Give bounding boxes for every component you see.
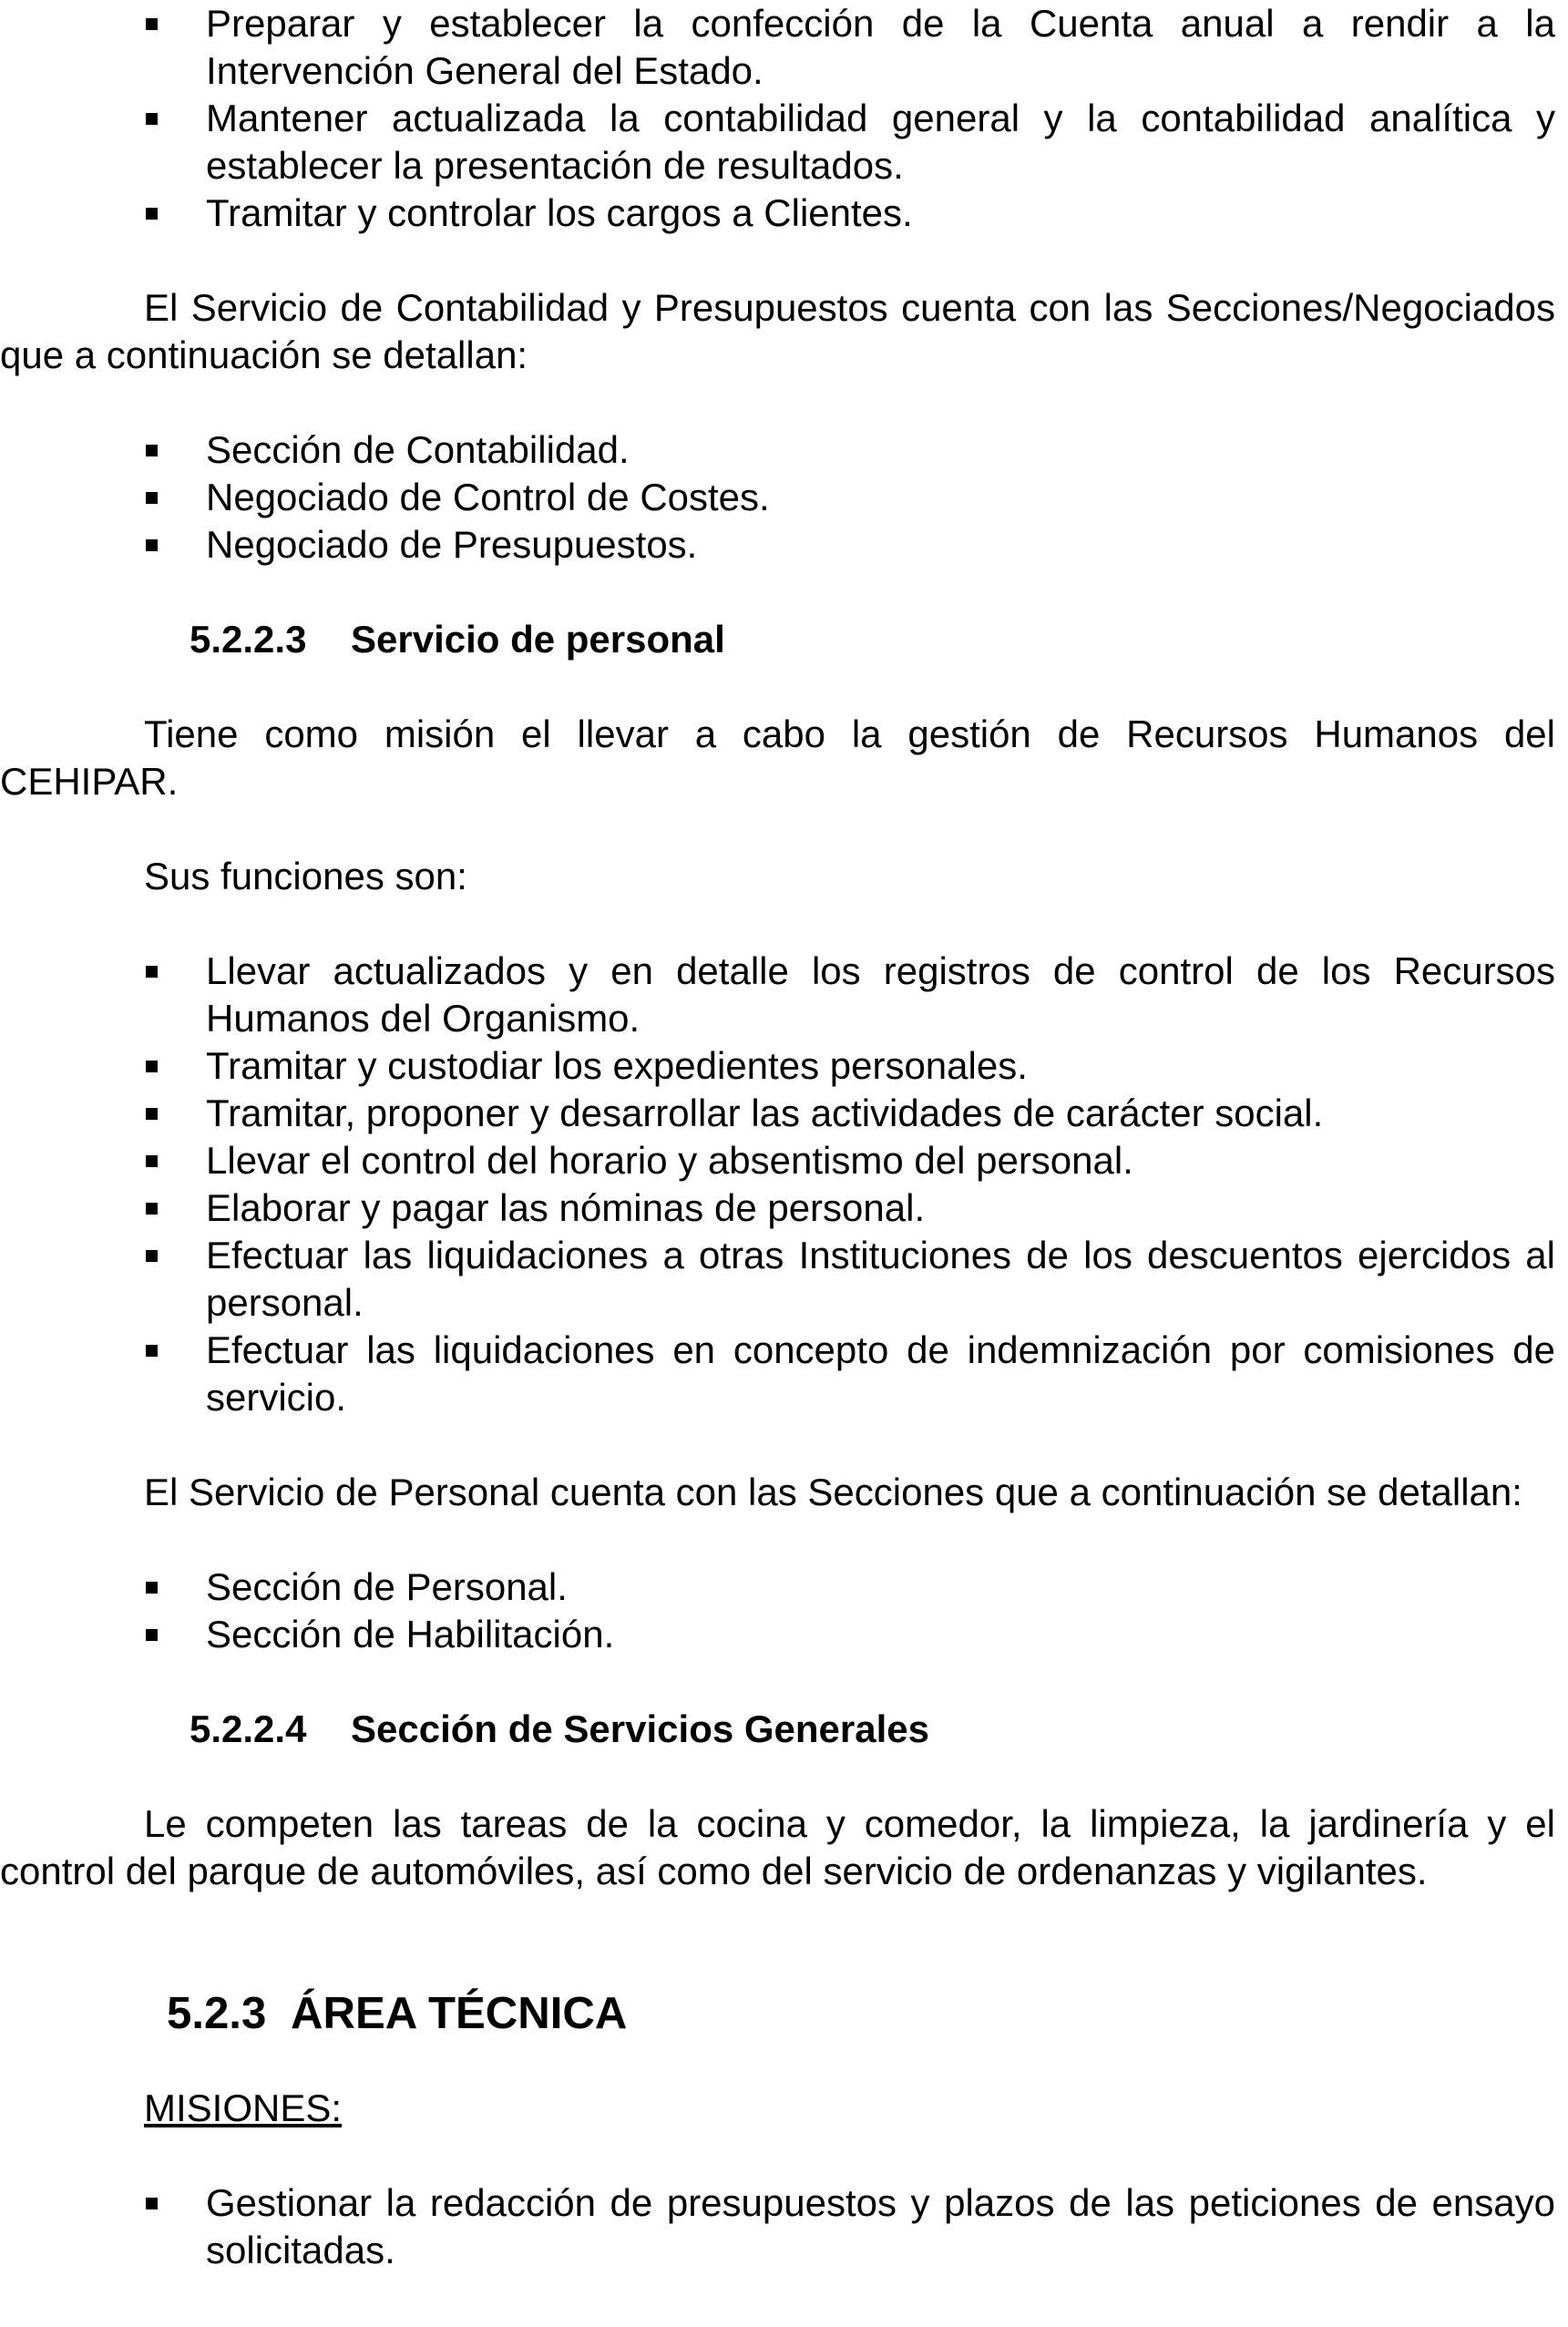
list-item-text: Efectuar las liquidaciones en concepto de indemnización por comisiones de servicio. (206, 1328, 1555, 1419)
accounting-functions-list (0, 0, 1555, 237)
list-item-text: Negociado de Control de Costes. (206, 476, 770, 518)
list-item (0, 1232, 1555, 1327)
section-heading (0, 616, 1555, 663)
square-bullet-icon (146, 1582, 158, 1594)
list-item (0, 1563, 1555, 1611)
square-bullet-icon (146, 1155, 158, 1167)
list-item-text: Efectuar las liquidaciones a otras Instituciones de los descuentos ejercidos al personal. (206, 1234, 1555, 1324)
section-heading (0, 1990, 1555, 2037)
square-bullet-icon (146, 1108, 158, 1120)
missions-list (0, 2179, 1555, 2274)
square-bullet-icon (146, 113, 158, 125)
square-bullet-icon (146, 208, 158, 220)
list-item (0, 474, 1555, 521)
paragraph: Tiene como misión el llevar a cabo la gestión de Recursos Humanos del CEHIPAR. (0, 712, 1555, 803)
section-title: Servicio de personal (351, 618, 725, 661)
list-item (0, 1090, 1555, 1137)
section-number: 5.2.2.4 (190, 1707, 307, 1750)
list-item (0, 95, 1555, 190)
section-heading (0, 1706, 1555, 1753)
personnel-functions-list (0, 948, 1555, 1421)
list-item-text: Sección de Habilitación. (206, 1613, 615, 1656)
section-title: ÁREA TÉCNICA (291, 1989, 628, 2038)
list-item-text: Tramitar y controlar los cargos a Clientes. (206, 191, 913, 234)
list-item-text: Tramitar, proponer y desarrollar las actividades de carácter social. (206, 1092, 1324, 1134)
list-item-text: Llevar el control del horario y absentismo del personal. (206, 1139, 1133, 1182)
missions-label: MISIONES: (144, 2086, 343, 2129)
list-item-text: Elaborar y pagar las nóminas de personal. (206, 1186, 926, 1229)
square-bullet-icon (146, 2198, 158, 2209)
list-item (0, 948, 1555, 1042)
paragraph: Le competen las tareas de la cocina y comedor, la limpieza, la jardinería y el control del parque de automóviles, así como del servicio de ordenanzas y vigilantes. (0, 1802, 1555, 1892)
paragraph: El Servicio de Personal cuenta con las Secciones que a continuación se detallan: (144, 1471, 1522, 1513)
list-item-text: Negociado de Presupuestos. (206, 523, 698, 566)
square-bullet-icon (146, 1203, 158, 1215)
personnel-sections-list (0, 1563, 1555, 1658)
list-item-text: Preparar y establecer la confección de la Cuenta anual a rendir a la Intervención General del Estado. (206, 2, 1555, 92)
list-item-text: Gestionar la redacción de presupuestos y plazos de las peticiones de ensayo solicitadas. (206, 2181, 1555, 2271)
list-item-text: Tramitar y custodiar los expedientes personales. (206, 1044, 1028, 1087)
square-bullet-icon (146, 18, 158, 30)
list-item-text: Sección de Personal. (206, 1565, 568, 1608)
square-bullet-icon (146, 1345, 158, 1357)
square-bullet-icon (146, 1250, 158, 1262)
paragraph: El Servicio de Contabilidad y Presupuestos cuenta con las Secciones/Negociados que a continuación se detallan: (0, 286, 1555, 376)
square-bullet-icon (146, 445, 158, 456)
list-item (0, 1611, 1555, 1658)
section-number: 5.2.3 (167, 1989, 267, 2038)
square-bullet-icon (146, 1061, 158, 1072)
list-item (0, 1327, 1555, 1421)
list-item (0, 0, 1555, 95)
accounting-sections-list (0, 426, 1555, 569)
list-item (0, 2179, 1555, 2274)
list-item (0, 1137, 1555, 1184)
section-number: 5.2.2.3 (190, 618, 307, 661)
square-bullet-icon (146, 539, 158, 551)
list-item (0, 521, 1555, 569)
list-item (0, 190, 1555, 237)
square-bullet-icon (146, 1629, 158, 1641)
list-item (0, 426, 1555, 474)
list-item-text: Sección de Contabilidad. (206, 428, 630, 471)
list-item (0, 1184, 1555, 1232)
list-item-text: Mantener actualizada la contabilidad general y la contabilidad analítica y establecer la presentación de resultados. (206, 97, 1555, 187)
list-item-text: Llevar actualizados y en detalle los registros de control de los Recursos Humanos del Organismo. (206, 949, 1555, 1040)
paragraph: Sus funciones son: (144, 855, 467, 897)
list-item (0, 1042, 1555, 1090)
square-bullet-icon (146, 966, 158, 978)
square-bullet-icon (146, 492, 158, 504)
section-title: Sección de Servicios Generales (351, 1707, 930, 1750)
